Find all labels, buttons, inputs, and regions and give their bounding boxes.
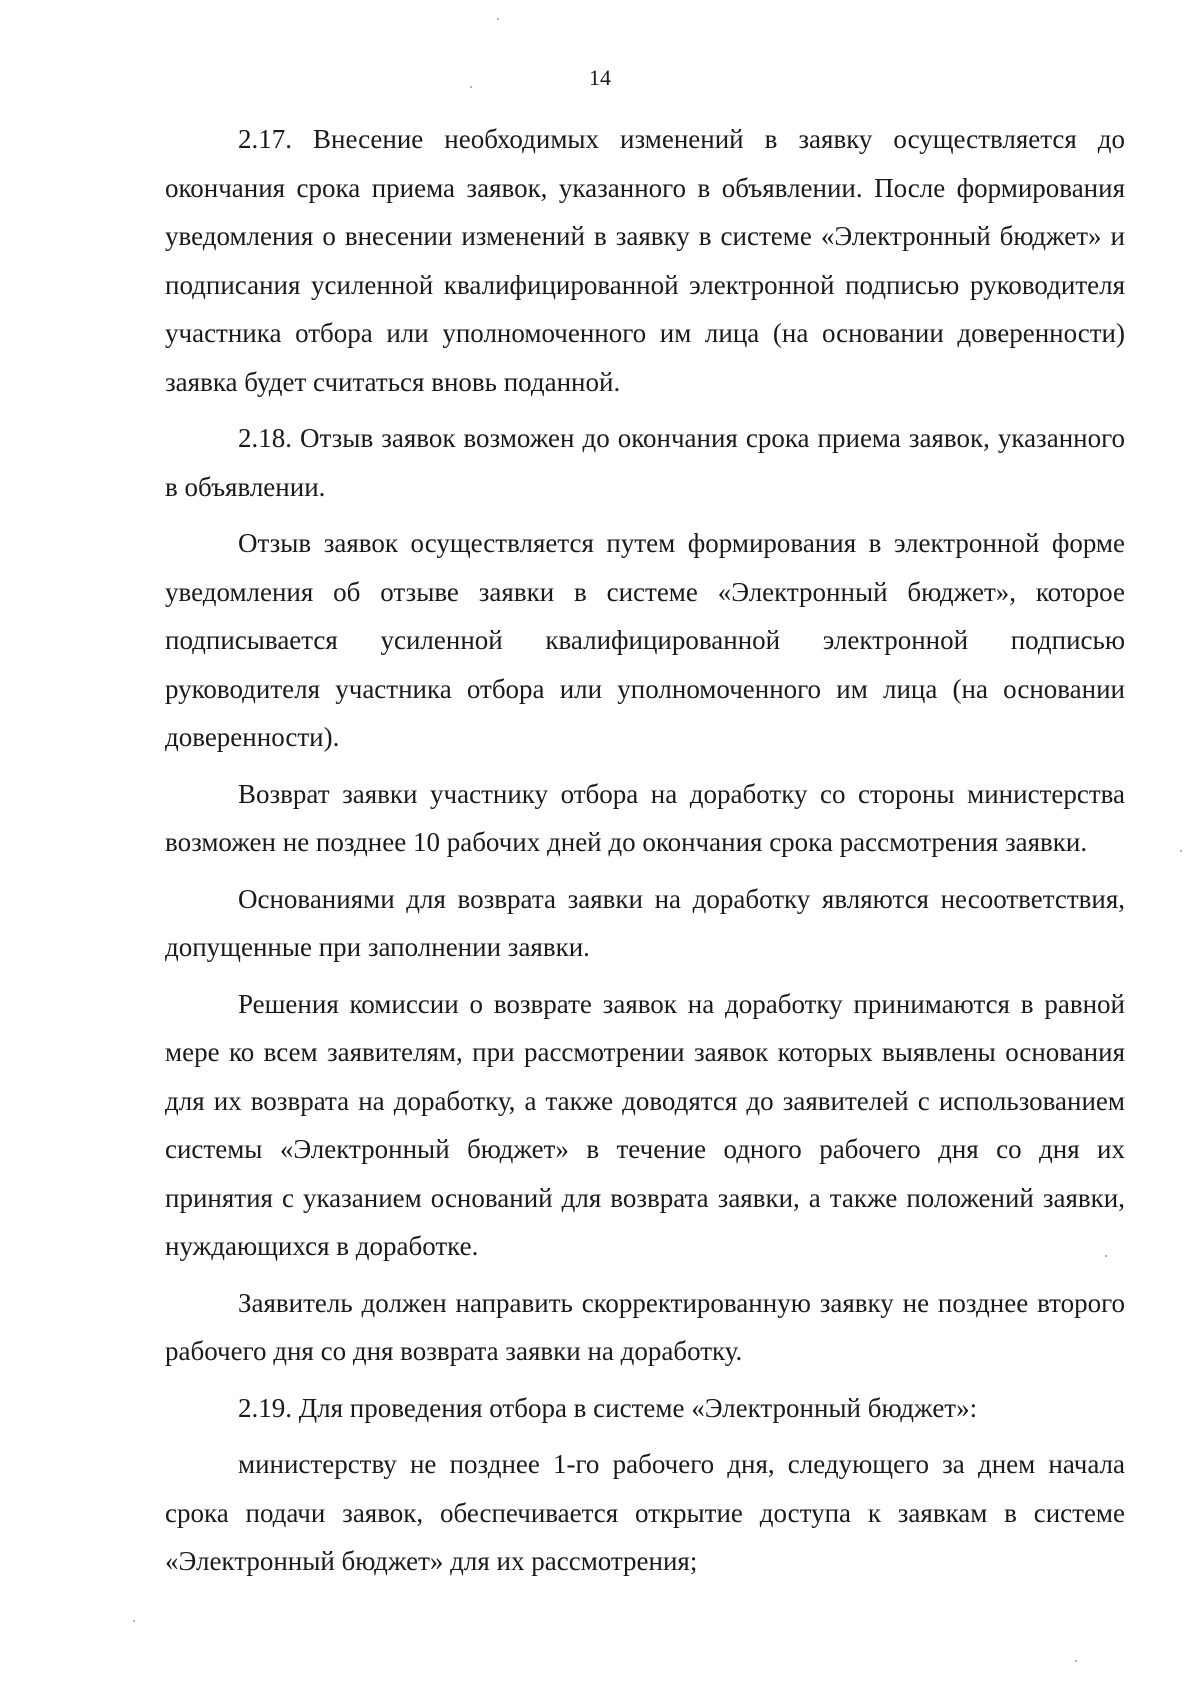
paragraph-withdrawal-procedure: Отзыв заявок осуществляется путем формирования в электронной форме уведомления об отзыве заявки в системе «Электронный бюджет», которое подписывается усиленной квалифицированной электронной подписью руководителя участника отбора или уполномоченного им лица (на основании доверенности). xyxy=(165,528,1125,752)
scan-speck xyxy=(1075,1660,1077,1662)
paragraph-2-19: 2.19. Для проведения отбора в системе «Электронный бюджет»: xyxy=(238,1392,978,1423)
paragraph-2-17: 2.17. Внесение необходимых изменений в заявку осуществляется до окончания срока приема заявок, указанного в объявлении. После формирования уведомления о внесении изменений в заявку в системе «Электронный бюджет» и подписания усиленной квалифицированной электронной подписью руководителя участника отбора или уполномоченного им лица (на основании доверенности) заявка будет считаться вновь поданной. xyxy=(165,124,1125,397)
document-body xyxy=(165,115,1125,1586)
paragraph-return-for-revision: Возврат заявки участнику отбора на доработку со стороны министерства возможен не позднее 10 рабочих дней до окончания срока рассмотрения заявки. xyxy=(165,778,1125,857)
paragraph-commission-decisions: Решения комиссии о возврате заявок на доработку принимаются в равной мере ко всем заявителям, при рассмотрении заявок которых выявлены основания для их возврата на доработку, а также доводятся до заявителей с использованием системы «Электронный бюджет» в течение одного рабочего дня со дня их принятия с указанием оснований для возврата заявки, а также положений заявки, нуждающихся в доработке. xyxy=(165,988,1125,1261)
scan-speck xyxy=(470,86,472,88)
scan-speck xyxy=(1105,1255,1107,1257)
paragraph-ministry-access: министерству не позднее 1-го рабочего дня, следующего за днем начала срока подачи заявок, обеспечивается открытие доступа к заявкам в системе «Электронный бюджет» для их рассмотрения; xyxy=(165,1449,1125,1576)
scan-speck xyxy=(133,1620,135,1622)
paragraph-return-grounds: Основаниями для возврата заявки на доработку являются несоответствия, допущенные при заполнении заявки. xyxy=(165,883,1125,962)
paragraph-2-18: 2.18. Отзыв заявок возможен до окончания срока приема заявок, указанного в объявлении. xyxy=(165,423,1125,502)
scan-speck xyxy=(497,18,499,20)
paragraph-resubmission-deadline: Заявитель должен направить скорректированную заявку не позднее второго рабочего дня со дня возврата заявки на доработку. xyxy=(165,1287,1125,1366)
scan-speck xyxy=(1180,850,1182,852)
page-number: 14 xyxy=(589,65,611,90)
